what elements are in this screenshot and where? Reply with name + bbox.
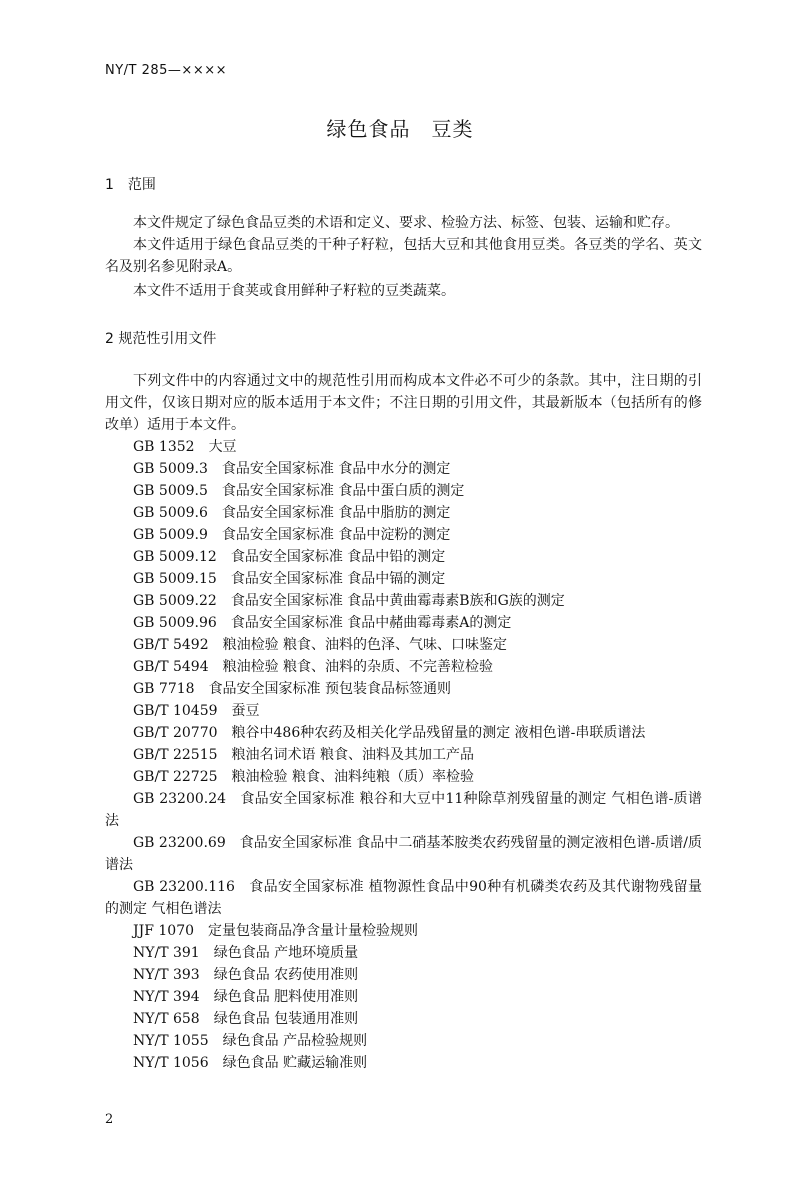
reference-item	[105, 612, 702, 634]
reference-title: 食品安全国家标准 食品中铅的测定	[230, 549, 446, 565]
reference-item	[105, 942, 702, 964]
reference-item	[105, 590, 702, 612]
reference-item	[105, 656, 702, 678]
reference-title: 粮谷中486种农药及相关化学品残留量的测定 液相色谱-串联质谱法	[231, 725, 646, 741]
scope-paragraph: 本文件不适用于食荚或食用鲜种子籽粒的豆类蔬菜。	[133, 283, 455, 299]
reference-code: GB 5009.5	[133, 483, 208, 499]
reference-code: NY/T 658	[133, 1011, 200, 1027]
reference-item	[105, 788, 702, 832]
reference-code: GB/T 20770	[133, 725, 218, 741]
reference-code: GB 5009.22	[133, 593, 217, 609]
reference-title: 食品安全国家标准 植物源性食品中90种有机磷类农药及其代谢物残留量的测定 气相色谱法	[105, 879, 702, 917]
reference-title: 大豆	[208, 439, 237, 455]
document-code-header: NY/T 285—××××	[105, 63, 228, 78]
reference-code: GB/T 5492	[133, 637, 209, 653]
reference-code: GB/T 10459	[133, 703, 218, 719]
reference-code: GB 5009.12	[133, 549, 217, 565]
reference-title: 食品安全国家标准 食品中二硝基苯胺类农药残留量的测定液相色谱-质谱/质谱法	[105, 835, 702, 873]
reference-code: GB/T 22725	[133, 769, 218, 785]
reference-code: NY/T 393	[133, 967, 200, 983]
reference-item	[105, 1030, 702, 1052]
reference-code: GB 23200.69	[133, 835, 226, 851]
reference-code: NY/T 1055	[133, 1033, 209, 1049]
reference-code: GB 23200.116	[133, 879, 235, 895]
reference-item	[105, 832, 702, 876]
reference-code: GB 5009.6	[133, 505, 208, 521]
reference-title: 食品安全国家标准 食品中淀粉的测定	[221, 527, 451, 543]
reference-title: 食品安全国家标准 预包装食品标签通则	[208, 681, 452, 697]
scope-paragraph: 本文件适用于绿色食品豆类的干种子籽粒，包括大豆和其他食用豆类。各豆类的学名、英文名及别名参见附录A。	[105, 237, 702, 275]
reference-title: 食品安全国家标准 食品中蛋白质的测定	[221, 483, 465, 499]
reference-item	[105, 986, 702, 1008]
reference-title: 绿色食品 包装通用准则	[213, 1011, 359, 1027]
reference-title: 粮油检验 粮食、油料的色泽、气味、口味鉴定	[222, 637, 508, 653]
reference-title: 绿色食品 产品检验规则	[222, 1033, 368, 1049]
reference-item	[105, 546, 702, 568]
reference-title: 绿色食品 肥料使用准则	[213, 989, 359, 1005]
section-heading-normative-references: 2 规范性引用文件	[105, 331, 217, 347]
document-title: 绿色食品 豆类	[326, 117, 474, 141]
reference-code: GB 5009.96	[133, 615, 217, 631]
reference-code: GB/T 22515	[133, 747, 218, 763]
section-heading-scope: 1 范围	[105, 177, 156, 193]
reference-item	[105, 634, 702, 656]
reference-item	[105, 502, 702, 524]
reference-item	[105, 964, 702, 986]
reference-item	[105, 458, 702, 480]
reference-item	[105, 678, 702, 700]
page-number: 2	[105, 1112, 114, 1127]
reference-title: 食品安全国家标准 食品中镉的测定	[230, 571, 446, 587]
reference-item	[105, 920, 702, 942]
reference-list	[105, 436, 702, 1074]
reference-title: 食品安全国家标准 食品中水分的测定	[221, 461, 451, 477]
reference-title: 绿色食品 贮藏运输准则	[222, 1055, 368, 1071]
reference-item	[105, 876, 702, 920]
references-intro-paragraph: 下列文件中的内容通过文中的规范性引用而构成本文件必不可少的条款。其中，注日期的引用文件，仅该日期对应的版本适用于本文件；不注日期的引用文件，其最新版本（包括所有的修改单）适用于本文件。	[105, 373, 702, 433]
scope-paragraph: 本文件规定了绿色食品豆类的术语和定义、要求、检验方法、标签、包装、运输和贮存。	[133, 215, 679, 231]
reference-item	[105, 700, 702, 722]
reference-title: 蚕豆	[231, 703, 260, 719]
reference-item	[105, 1008, 702, 1030]
reference-item	[105, 480, 702, 502]
reference-title: 粮油名词术语 粮食、油料及其加工产品	[231, 747, 474, 763]
reference-item	[105, 744, 702, 766]
reference-item	[105, 722, 702, 744]
reference-item	[105, 1052, 702, 1074]
reference-code: GB 5009.3	[133, 461, 208, 477]
reference-item	[105, 436, 702, 458]
reference-title: 绿色食品 农药使用准则	[213, 967, 359, 983]
reference-title: 食品安全国家标准 食品中赭曲霉毒素A的测定	[230, 615, 512, 631]
reference-code: JJF 1070	[133, 923, 195, 939]
reference-item	[105, 568, 702, 590]
reference-code: GB 1352	[133, 439, 195, 455]
reference-title: 食品安全国家标准 食品中脂肪的测定	[221, 505, 451, 521]
reference-title: 粮油检验 粮食、油料的杂质、不完善粒检验	[222, 659, 494, 675]
reference-title: 绿色食品 产地环境质量	[213, 945, 359, 961]
reference-code: NY/T 1056	[133, 1055, 209, 1071]
reference-title: 食品安全国家标准 食品中黄曲霉毒素B族和G族的测定	[230, 593, 565, 609]
reference-item	[105, 766, 702, 788]
reference-title: 食品安全国家标准 粮谷和大豆中11种除草剂残留量的测定 气相色谱-质谱法	[105, 791, 702, 829]
reference-code: NY/T 391	[133, 945, 200, 961]
reference-code: GB/T 5494	[133, 659, 209, 675]
reference-code: GB 23200.24	[133, 791, 227, 807]
reference-title: 粮油检验 粮食、油料纯粮（质）率检验	[231, 769, 474, 785]
reference-title: 定量包装商品净含量计量检验规则	[208, 923, 419, 939]
reference-code: GB 5009.15	[133, 571, 217, 587]
reference-code: NY/T 394	[133, 989, 200, 1005]
reference-code: GB 5009.9	[133, 527, 208, 543]
reference-item	[105, 524, 702, 546]
reference-code: GB 7718	[133, 681, 195, 697]
